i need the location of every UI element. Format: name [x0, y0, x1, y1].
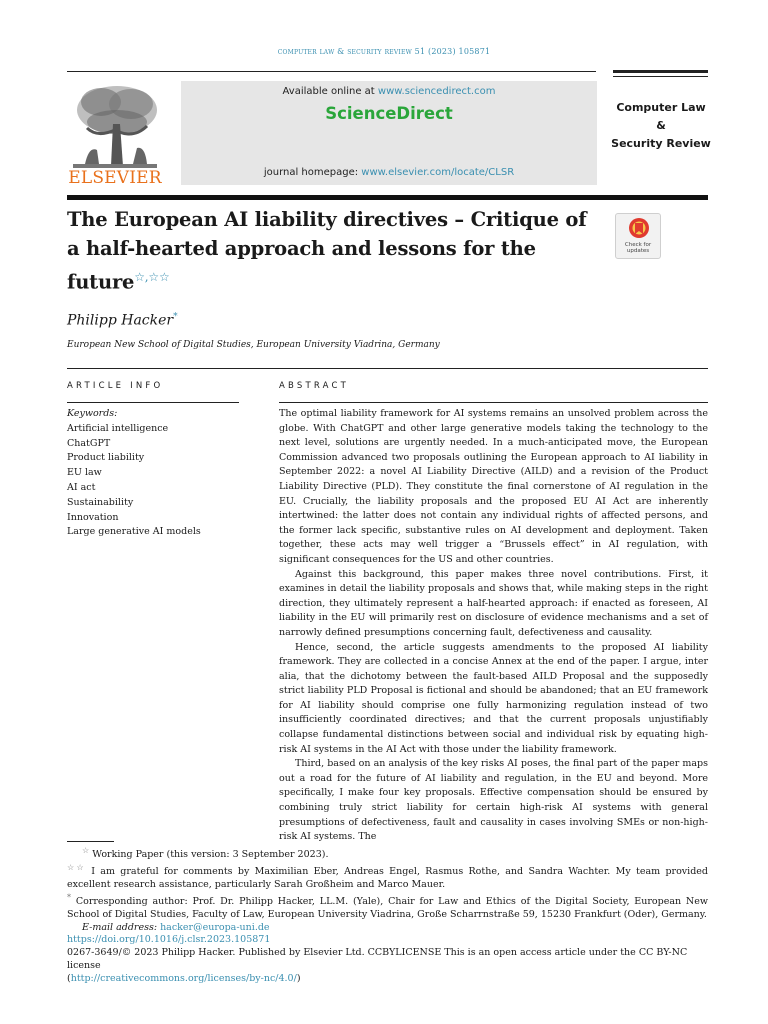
article-title: The European AI liability directives – Critique of a half-hearted approach and lessons for the future☆,☆☆: [67, 208, 587, 294]
article-info-heading: ARTICLE INFO: [67, 381, 164, 391]
doi-link[interactable]: https://doi.org/10.1016/j.clsr.2023.105871: [67, 934, 271, 945]
keywords-list: [67, 407, 247, 540]
author-footnote-mark[interactable]: *: [173, 312, 178, 322]
keyword: ChatGPT: [67, 437, 111, 449]
footnote: ☆☆ I am grateful for comments by Maximilian Eber, Andreas Engel, Rasmus Rothe, and Sandra Wachter. My team provided excellent research assistance, particularly Sarah Großheim and Marco Mauer.: [67, 863, 708, 891]
publication-info: https://doi.org/10.1016/j.clsr.2023.105871 0267-3649/© 2023 Philipp Hacker. Published by Elsevier Ltd. CCBYLICENSE This is an open access article under the CC BY-NC license (http://creativecommons.org/licenses/by-nc/4.0/): [67, 933, 708, 985]
email-link[interactable]: hacker@europa-uni.de: [160, 922, 270, 934]
title-footnote-marks[interactable]: ☆,☆☆: [134, 270, 170, 284]
bookmark-icon: [616, 214, 662, 244]
email-line: E-mail address: hacker@europa-uni.de: [82, 922, 270, 934]
sciencedirect-link[interactable]: www.sciencedirect.com: [377, 86, 496, 97]
author-affiliation: European New School of Digital Studies, European University Viadrina, Germany: [67, 340, 440, 350]
abstract-paragraph: The optimal liability framework for AI systems remains an unsolved problem across the globe. With ChatGPT and other large generative models taking the technology to the next level, solutions are urgently needed. In a much-anticipated move, the European Commission advanced two proposals outlining the European approach to AI liability in September 2022: a novel AI Liability Directive (AILD) and a revision of the Product Liability Directive (PLD). They constitute the final cornerstone of AI regulation in the EU. Crucially, the liability proposals and the proposed EU AI Act are inherently intertwined: the latter does not contain any individual rights of affected persons, and the former lack specific, substantive rules on AI development and deployment. Taken together, these acts may well trigger a “Brussels effect” in AI regulation, with significant consequences for the US and other countries.: [279, 408, 708, 565]
keyword: Large generative AI models: [67, 526, 201, 538]
section-rule: [67, 368, 708, 369]
abstract-paragraph: Against this background, this paper makes three novel contributions. First, it examines in detail the liability proposals and shows that, while making steps in the right direction, they ultimately represent a half-hearted approach: if enacted as foreseen, AI liability in the EU will primarily rest on disclosure of evidence mechanisms and a set of narrowly defined presumptions concerning fault, defectiveness and causality.: [279, 568, 708, 638]
title-rule: [67, 195, 708, 200]
abstract-heading: ABSTRACT: [279, 381, 350, 391]
license-link[interactable]: http://creativecommons.org/licenses/by-nc/4.0/: [70, 973, 297, 984]
footnote: ☆ Working Paper (this version: 3 September 2023).: [82, 846, 329, 861]
journal-name: Computer Law & Security Review: [611, 101, 711, 150]
running-head: computer law & security review 51 (2023) 105871: [277, 47, 491, 56]
keyword: Innovation: [67, 511, 119, 523]
keyword: EU law: [67, 467, 102, 479]
abstract-paragraph: Hence, second, the article suggests amendments to the proposed AI liability framework. They are collected in a concise Annex at the end of the paper. I argue, inter alia, that the dichotomy between the fault-based AILD Proposal and the supposedly strict liability PLD Proposal is fictional and should be abandoned; that an EU framework for AI liability should comprise one fully harmonizing regulation instead of two insufficiently coordinated directives; and that the current proposals unjustifiably collapse fundamental distinctions between social and individual risk by equating high-risk AI systems in the AI Act with those under the liability framework.: [279, 641, 708, 755]
abstract-paragraph: Third, based on an analysis of the key risks AI poses, the final part of the paper maps out a road for the future of AI liability and regulation, in the EU and beyond. More specifically, I make four key proposals. Effective compensation should be ensured by combining truly strict liability for certain high-risk AI systems with general presumptions of defectiveness, fault and causality in cases involving SMEs or non-high-risk AI systems. The: [279, 758, 708, 843]
journal-homepage-link[interactable]: www.elsevier.com/locate/CLSR: [361, 167, 515, 178]
keyword: Sustainability: [67, 496, 134, 508]
author-name: Philipp Hacker*: [67, 312, 178, 329]
keyword: AI act: [67, 481, 96, 493]
abstract-rule: [279, 402, 708, 403]
elsevier-wordmark: ELSEVIER: [68, 168, 162, 188]
header-rule-right: [613, 70, 708, 73]
sciencedirect-logo: ScienceDirect: [325, 104, 453, 123]
header-rule: [67, 71, 596, 72]
check-for-updates-label: Check for updates: [624, 242, 652, 254]
header-rule-right-thin: [613, 76, 708, 77]
keywords-label: Keywords:: [67, 408, 118, 419]
keyword: Artificial intelligence: [67, 422, 169, 434]
journal-homepage: journal homepage: www.elsevier.com/locate/CLSR: [263, 167, 515, 178]
footnote: * Corresponding author: Prof. Dr. Philipp Hacker, LL.M. (Yale), Chair for Law and Ethics of the Digital Society, European New School of Digital Studies, Faculty of Law, European University Viadrina, Große Scharrnstraße 59, 15230 Frankfurt (Oder), Germany.: [67, 893, 708, 921]
article-info-rule: [67, 402, 239, 403]
keyword: Product liability: [67, 452, 145, 464]
copyright-line: 0267-3649/© 2023 Philipp Hacker. Published by Elsevier Ltd. CCBYLICENSE This is an open access article under the CC BY-NC license: [67, 947, 688, 971]
abstract-body: [279, 407, 708, 845]
available-online: Available online at www.sciencedirect.com: [282, 86, 496, 97]
footnotes: [67, 844, 708, 934]
footnote-rule: [67, 841, 114, 842]
